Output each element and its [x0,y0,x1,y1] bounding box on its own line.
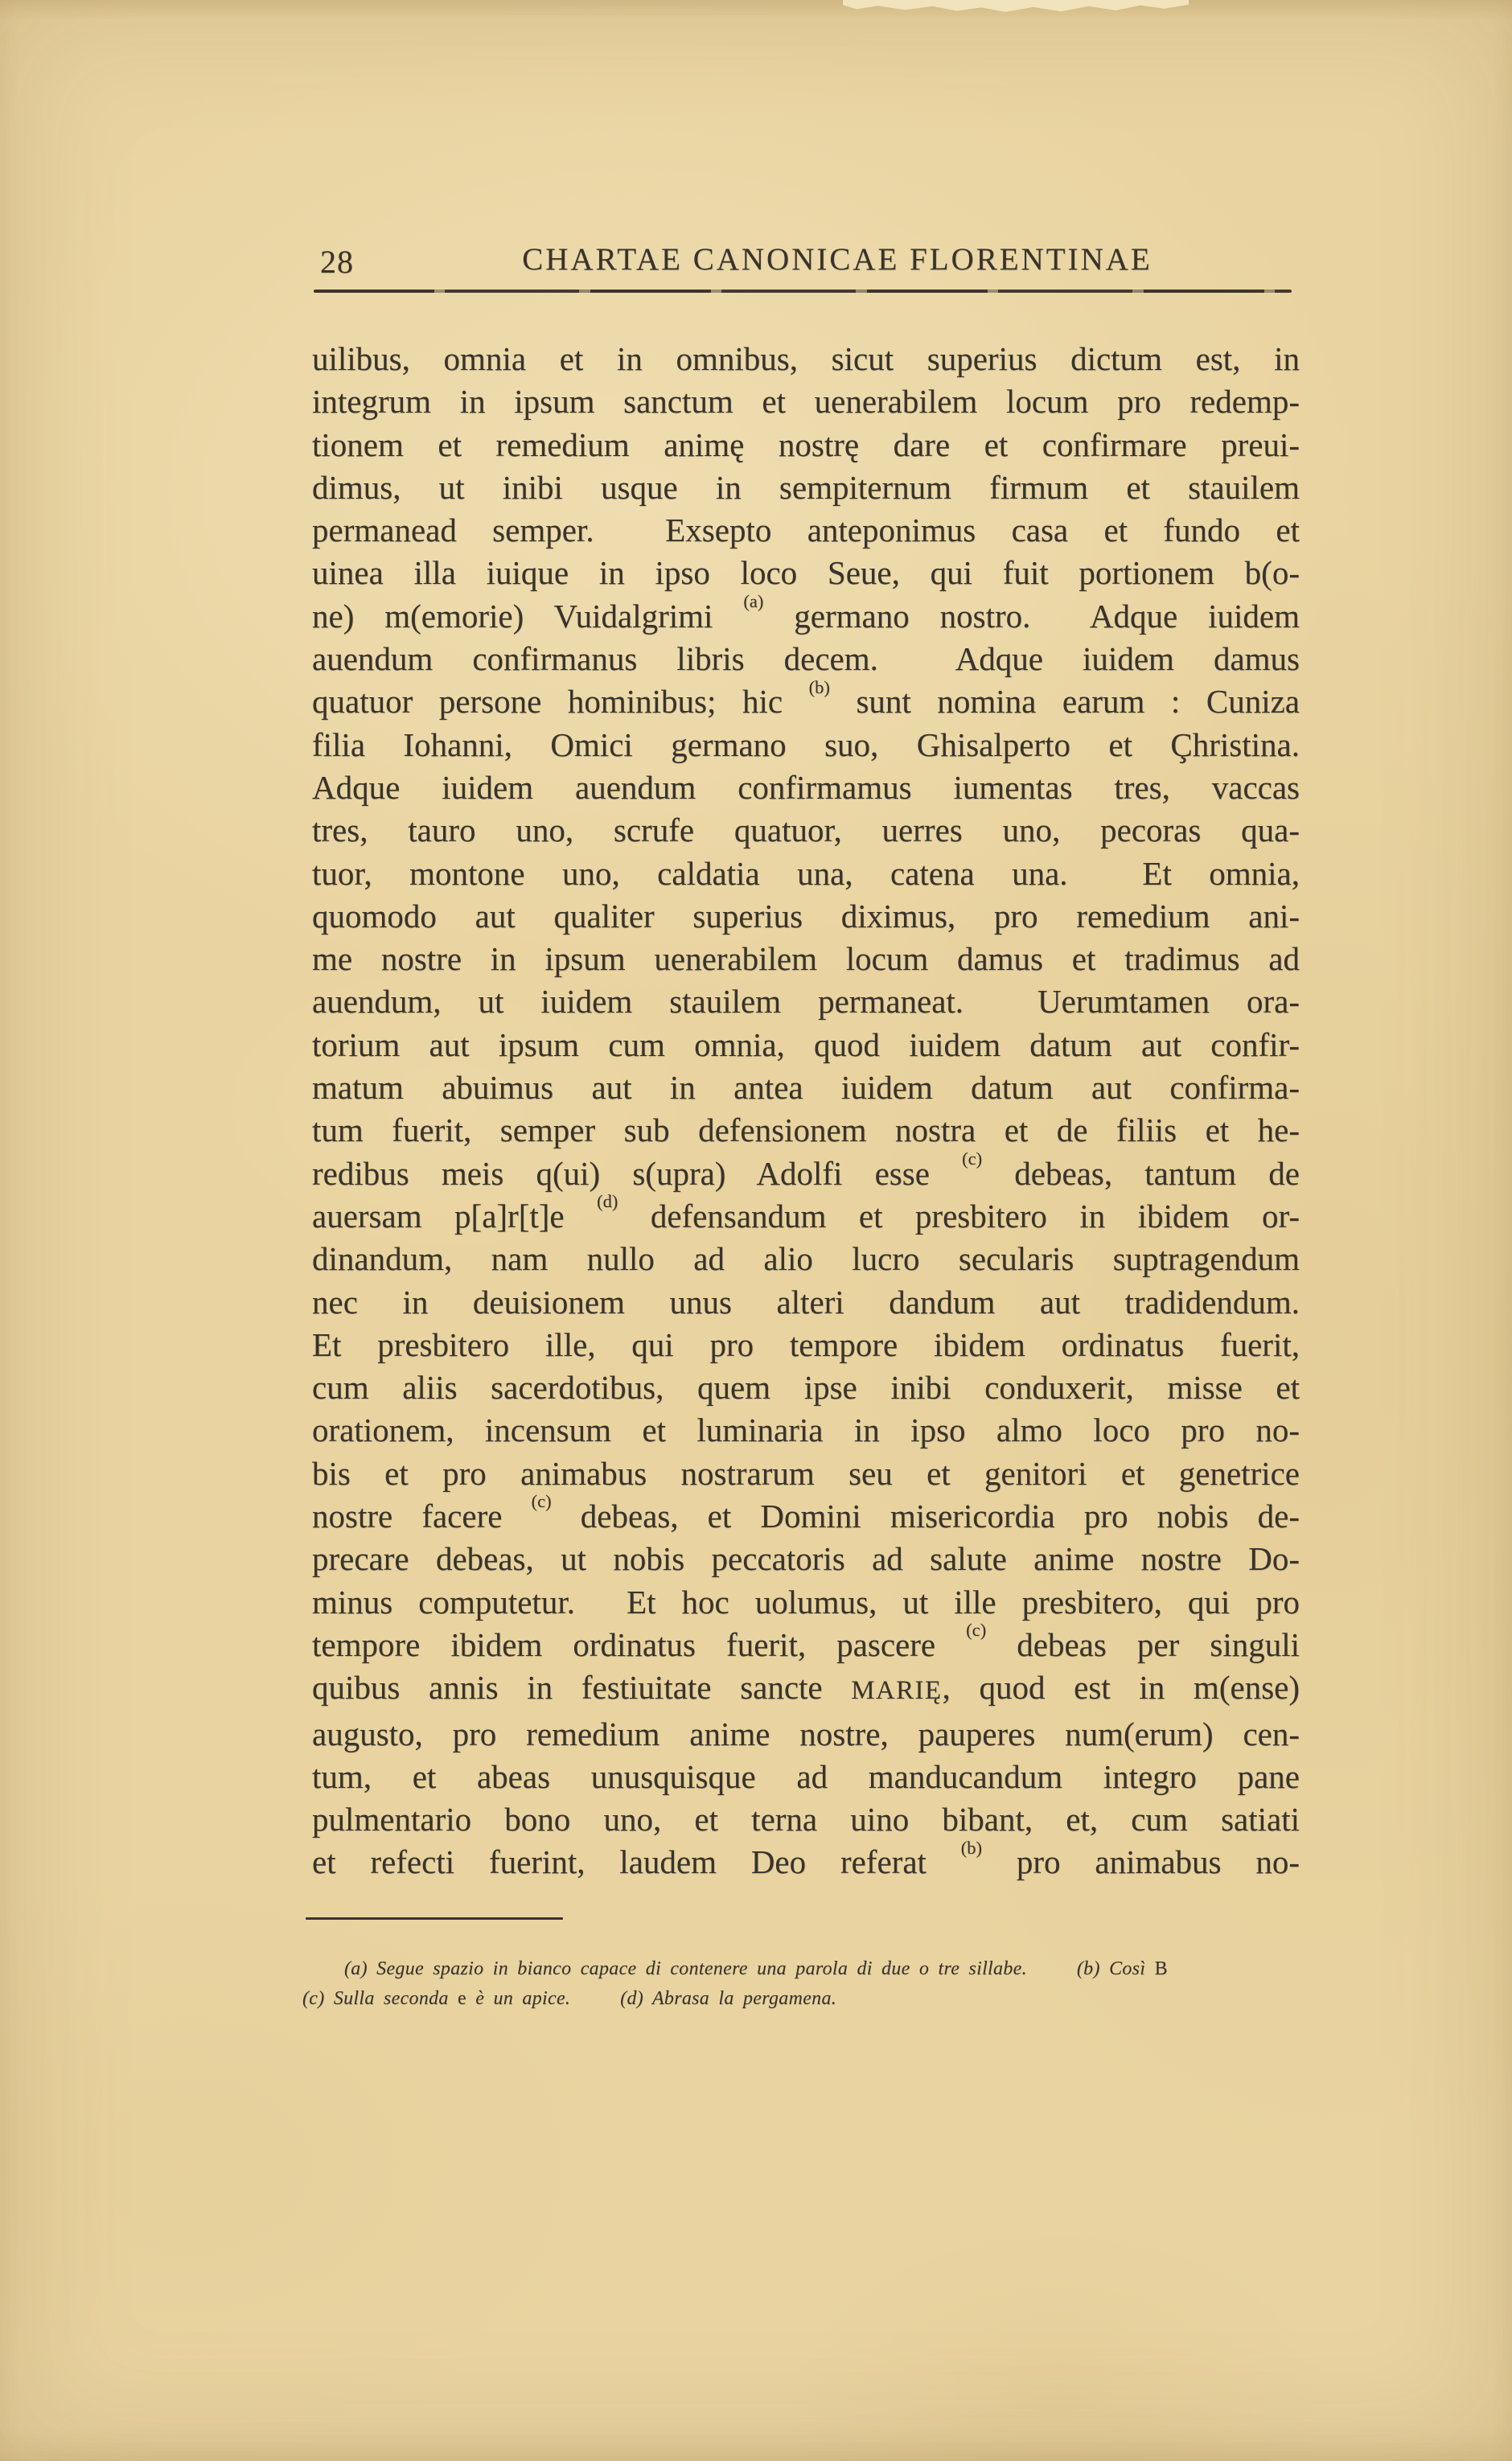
torn-paper-edge [843,0,1189,12]
text-line: quomodo aut qualiter superius diximus, pro remedium ani- [312,897,1300,935]
text-line: uinea illa iuique in ipso loco Seue, qui fuit portionem b(o- [312,554,1300,592]
text-line: precare debeas, ut nobis peccatoris ad salute anime nostre Do- [312,1540,1300,1578]
text-line: Et presbitero ille, qui pro tempore ibidem ordinatus fuerit, [312,1325,1300,1363]
text-line: matum abuimus aut in antea iuidem datum aut confirma- [312,1069,1300,1107]
footnote-line [302,1954,1301,1984]
text-line: redibus meis q(ui) s(upra) Adolfi esse $^{(c)}$ debeas, tantum de [312,1148,1300,1192]
text-line: tum fuerit, semper sub defensionem nostra et de filiis et he- [312,1111,1300,1149]
page-header [312,240,1300,290]
text-line: nec in deuisionem unus alteri dandum aut tradidendum. [312,1283,1300,1321]
text-line: orationem, incensum et luminaria in ipso almo loco pro no- [312,1411,1300,1449]
text-line: bis et pro animabus nostrarum seu et genitori et genetrice [312,1454,1300,1492]
text-line: minus computetur. Et hoc uolumus, ut ille presbitero, qui pro [312,1583,1300,1621]
text-line: permanead semper. Exsepto anteponimus casa et fundo et [312,512,1300,549]
page-number: 28 [320,244,354,280]
text-line: quibus annis in festiuitate sancte MARIĘ, quod est in m(ense) [312,1669,1300,1707]
text-line: Adque iuidem auendum confirmamus iumentas tres, vaccas [312,768,1300,806]
text-line: nostre facere $^{(c)}$ debeas, et Domini misericordia pro nobis de- [312,1491,1300,1535]
text-line: integrum in ipsum sanctum et uenerabilem locum pro redemp- [312,383,1300,421]
text-line: et refecti fuerint, laudem Deo referat $^{(b)}$ pro animabus no- [312,1837,1300,1881]
text-line: auendum confirmanus libris decem. Adque iuidem damus [312,640,1300,678]
footnote-d: (d) Abrasa la pergamena. [620,1988,837,2009]
text-line: auersam p[a]r[t]e $^{(d)}$ defensandum et presbitero in ibidem or- [312,1191,1300,1235]
running-title: CHARTAE CANONICAE FLORENTINAE [522,242,1152,277]
text-line: cum aliis sacerdotibus, quem ipse inibi conduxerit, misse et [312,1369,1300,1407]
text-line: dimus, ut inibi usque in sempiternum firmum et stauilem [312,468,1300,506]
text-line: dinandum, nam nullo ad alio lucro secularis suptragendum [312,1240,1300,1278]
text-line: me nostre in ipsum uenerabilem locum damus et tradimus ad [312,940,1300,978]
footnote-b: (b) Così B [1076,1958,1168,1979]
text-line: uilibus, omnia et in omnibus, sicut superius dictum est, in [312,340,1300,377]
text-line: tuor, montone uno, caldatia una, catena una. Et omnia, [312,854,1300,892]
text-line: tempore ibidem ordinatus fuerit, pascere $^{(c)}$ debeas per singuli [312,1620,1300,1663]
text-line: pulmentario bono uno, et terna uino bibant, et, cum satiati [312,1801,1300,1839]
header-rule [314,290,1292,293]
text-line: auendum, ut iuidem stauilem permaneat. Uerumtamen ora- [312,983,1300,1021]
text-line: augusto, pro remedium anime nostre, pauperes num(erum) cen- [312,1715,1300,1752]
footnotes [302,1954,1301,2014]
text-line: quatuor persone hominibus; hic $^{(b)}$ sunt nomina earum : Cuniza [312,676,1300,721]
footnote-rule [306,1917,563,1920]
text-line: tres, tauro uno, scrufe quatuor, uerres uno, pecoras qua- [312,811,1300,849]
footnote-a: (a) Segue spazio in bianco capace di contenere una parola di due o tre sillabe. [344,1958,1027,1979]
body-text [312,338,1300,1884]
footnote-c: (c) Sulla seconda e è un apice. [302,1988,571,2009]
text-line: filia Iohanni, Omici germano suo, Ghisalperto et Çhristina. [312,725,1300,763]
text-line: torium aut ipsum cum omnia, quod iuidem datum aut confir- [312,1025,1300,1063]
text-line: tionem et remedium animę nostrę dare et confirmare preui- [312,425,1300,463]
text-line: ne) m(emorie) Vuidalgrimi $^{(a)}$ germano nostro. Adque iuidem [312,590,1300,635]
text-line: tum, et abeas unusquisque ad manducandum integro pane [312,1757,1300,1795]
footnote-line [302,1984,1301,2014]
